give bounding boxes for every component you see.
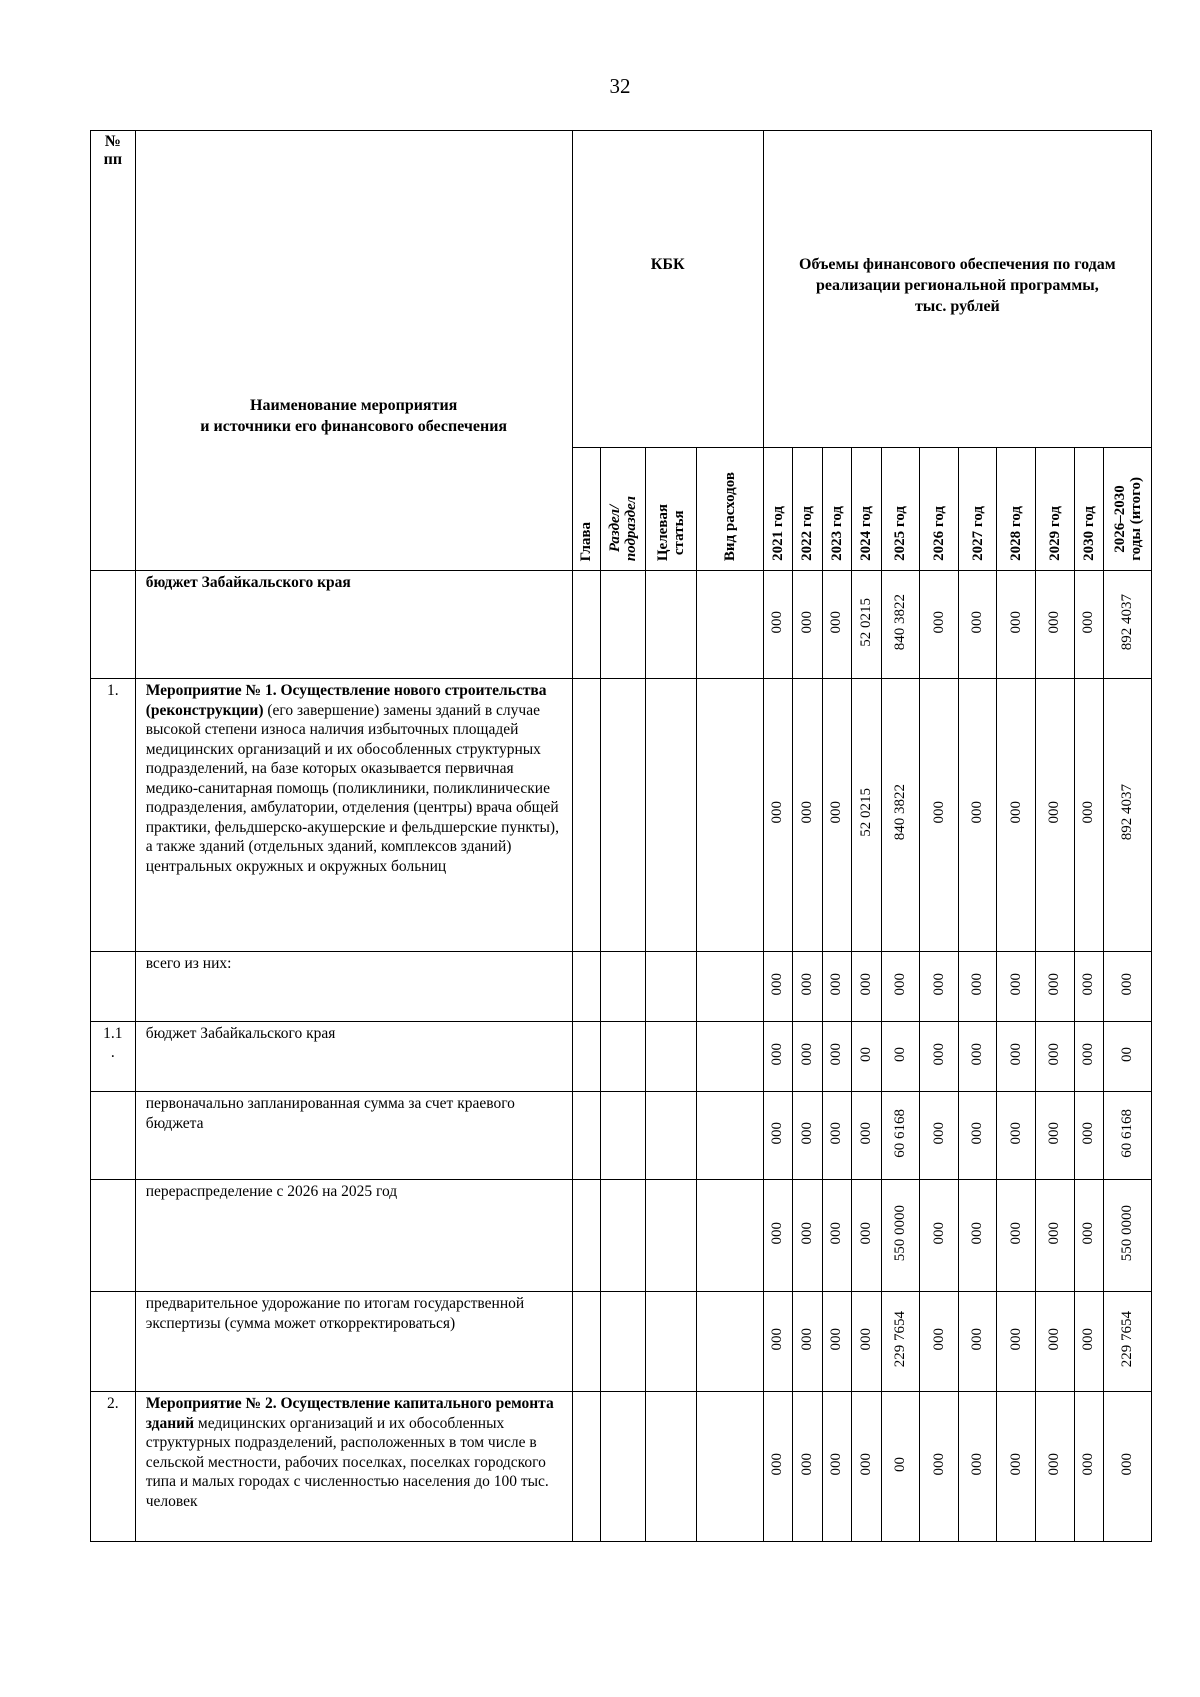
header-year-text: 2027 год xyxy=(969,506,986,561)
row-name-text: всего из них: xyxy=(145,955,232,972)
value-cell xyxy=(1074,1392,1103,1542)
value-text: 000 xyxy=(1007,1121,1024,1145)
row-name xyxy=(135,571,572,679)
value-cell xyxy=(822,1022,851,1092)
value-text: 60 6168 xyxy=(1119,1108,1136,1158)
value-text: 000 xyxy=(969,610,986,634)
value-cell xyxy=(1104,1292,1152,1392)
row-number xyxy=(91,1180,136,1292)
header-year-2025 xyxy=(881,448,920,571)
value-text: 000 xyxy=(1119,972,1136,996)
value-cell xyxy=(763,1292,792,1392)
value-cell xyxy=(881,952,920,1022)
value-cell xyxy=(920,1392,959,1542)
kbk-cell xyxy=(572,1392,600,1542)
value-cell xyxy=(1104,1022,1152,1092)
value-text: 000 xyxy=(1046,801,1063,824)
value-cell xyxy=(1036,679,1075,952)
value-text: 000 xyxy=(828,1042,845,1066)
value-text: 229 7654 xyxy=(1119,1310,1136,1368)
value-cell xyxy=(997,1022,1036,1092)
header-year-text: 2030 год xyxy=(1080,506,1097,561)
header-kbk-celevaya-text: Целевая статья xyxy=(654,503,687,561)
value-cell xyxy=(1036,571,1075,679)
header-year-text: 2021 год xyxy=(769,506,786,561)
value-text: 000 xyxy=(857,1452,874,1476)
value-cell xyxy=(763,679,792,952)
kbk-cell xyxy=(645,1392,696,1542)
value-text: 000 xyxy=(769,610,786,634)
value-text: 000 xyxy=(1080,1121,1097,1145)
value-text: 000 xyxy=(930,1221,947,1245)
value-text: 00 xyxy=(1119,1046,1136,1062)
header-group-kbk-text: КБК xyxy=(650,256,685,273)
value-text: 000 xyxy=(769,1327,786,1351)
header-col-no xyxy=(91,131,136,571)
value-text: 000 xyxy=(769,801,786,824)
value-text: 550 0000 xyxy=(1119,1204,1136,1262)
header-kbk-razdel xyxy=(601,448,646,571)
value-cell xyxy=(1036,1180,1075,1292)
header-row-1 xyxy=(91,131,1152,448)
header-kbk-razdel-text: Раздел/ подраздел xyxy=(606,495,639,561)
value-text: 000 xyxy=(769,972,786,996)
value-text: 000 xyxy=(1007,1042,1024,1066)
value-cell xyxy=(997,1392,1036,1542)
value-cell xyxy=(958,1180,997,1292)
value-cell xyxy=(822,1292,851,1392)
header-col-name xyxy=(135,131,572,571)
kbk-cell xyxy=(601,952,646,1022)
table-row xyxy=(91,1392,1152,1542)
kbk-cell xyxy=(645,571,696,679)
value-text: 840 3822 xyxy=(891,784,908,841)
row-name-bold: Мероприятие № 1. Осуществление нового строительства (реконструкции) xyxy=(145,682,547,719)
table-row xyxy=(91,679,1152,952)
header-year-text: 2023 год xyxy=(828,506,845,561)
value-text: 000 xyxy=(798,610,815,634)
header-group-volumes xyxy=(763,131,1151,448)
kbk-cell xyxy=(601,1180,646,1292)
value-text: 000 xyxy=(969,1121,986,1145)
value-cell xyxy=(997,1092,1036,1180)
header-year-2029 xyxy=(1036,448,1075,571)
row-number: 1. xyxy=(91,679,136,952)
value-cell xyxy=(920,1292,959,1392)
table-row xyxy=(91,571,1152,679)
kbk-cell xyxy=(696,952,763,1022)
value-cell xyxy=(793,952,822,1022)
value-text: 000 xyxy=(969,1327,986,1351)
kbk-cell xyxy=(572,1292,600,1392)
value-cell xyxy=(920,952,959,1022)
kbk-cell xyxy=(601,1022,646,1092)
value-text: 000 xyxy=(857,1327,874,1351)
header-year-text: 2029 год xyxy=(1046,506,1063,561)
kbk-cell xyxy=(572,571,600,679)
kbk-cell xyxy=(572,1180,600,1292)
value-cell xyxy=(852,1292,881,1392)
value-cell xyxy=(958,1022,997,1092)
row-name xyxy=(135,1392,572,1542)
value-cell xyxy=(881,571,920,679)
header-total xyxy=(1104,448,1152,571)
value-text: 000 xyxy=(1007,1221,1024,1245)
value-text: 000 xyxy=(798,1121,815,1145)
value-cell xyxy=(822,952,851,1022)
kbk-cell xyxy=(696,1022,763,1092)
value-text: 000 xyxy=(1080,1452,1097,1476)
value-cell xyxy=(763,1392,792,1542)
kbk-cell xyxy=(645,679,696,952)
value-cell xyxy=(920,1092,959,1180)
header-year-text: 2022 год xyxy=(799,506,816,561)
value-cell xyxy=(958,1292,997,1392)
value-text: 000 xyxy=(857,972,874,996)
value-cell xyxy=(1036,1092,1075,1180)
kbk-cell xyxy=(601,1292,646,1392)
table-row xyxy=(91,1180,1152,1292)
value-text: 000 xyxy=(969,1221,986,1245)
value-text: 000 xyxy=(798,972,815,996)
value-text: 000 xyxy=(769,1042,786,1066)
header-year-2021 xyxy=(763,448,792,571)
value-cell xyxy=(793,1392,822,1542)
value-cell xyxy=(852,571,881,679)
value-text: 000 xyxy=(969,1042,986,1066)
kbk-cell xyxy=(645,1022,696,1092)
value-text: 000 xyxy=(1007,801,1024,824)
value-cell xyxy=(763,571,792,679)
value-cell xyxy=(822,1392,851,1542)
value-text: 000 xyxy=(1080,610,1097,634)
row-name-text: первоначально запланированная сумма за счет краевого бюджета xyxy=(145,1095,515,1132)
table-row xyxy=(91,1292,1152,1392)
value-text: 000 xyxy=(828,1452,845,1476)
value-cell xyxy=(822,1180,851,1292)
value-cell xyxy=(793,679,822,952)
value-text: 000 xyxy=(798,1327,815,1351)
header-year-text: 2026 год xyxy=(931,506,947,561)
value-text: 000 xyxy=(1080,1327,1097,1351)
value-cell xyxy=(958,1092,997,1180)
header-col-name-line2: и источники его финансового обеспечения xyxy=(200,417,508,435)
table-row xyxy=(91,952,1152,1022)
value-text: 000 xyxy=(798,1452,815,1476)
value-text: 229 7654 xyxy=(891,1310,908,1368)
value-cell xyxy=(852,1092,881,1180)
value-cell xyxy=(1036,1022,1075,1092)
header-year-2022 xyxy=(793,448,822,571)
row-name xyxy=(135,1292,572,1392)
value-text: 000 xyxy=(857,1121,874,1145)
value-cell xyxy=(958,952,997,1022)
row-name xyxy=(135,679,572,952)
header-volumes-line2: реализации региональной программы, xyxy=(816,277,1099,294)
value-cell xyxy=(852,1022,881,1092)
value-cell xyxy=(881,1392,920,1542)
value-text: 000 xyxy=(930,1452,947,1476)
header-group-kbk xyxy=(572,131,763,448)
row-name-text: перераспределение с 2026 на 2025 год xyxy=(145,1183,398,1200)
kbk-cell xyxy=(572,1022,600,1092)
value-cell xyxy=(822,571,851,679)
value-cell xyxy=(1104,1180,1152,1292)
value-text: 000 xyxy=(969,1452,986,1476)
kbk-cell xyxy=(696,1292,763,1392)
value-text: 000 xyxy=(798,801,815,824)
kbk-cell xyxy=(645,952,696,1022)
value-cell xyxy=(1074,1022,1103,1092)
kbk-cell xyxy=(696,1180,763,1292)
value-cell xyxy=(1104,679,1152,952)
header-volumes-line3: тыс. рублей xyxy=(914,298,1000,315)
row-name xyxy=(135,1022,572,1092)
page-number: 32 xyxy=(609,74,631,98)
header-volumes-line1: Объемы финансового обеспечения по годам xyxy=(799,256,1116,273)
kbk-cell xyxy=(601,1392,646,1542)
value-cell xyxy=(763,1022,792,1092)
value-text: 000 xyxy=(1007,1327,1024,1351)
value-cell xyxy=(920,679,959,952)
value-cell xyxy=(793,571,822,679)
value-text: 000 xyxy=(1046,1221,1063,1245)
kbk-cell xyxy=(696,1392,763,1542)
header-year-text: 2028 год xyxy=(1008,506,1025,561)
value-cell xyxy=(793,1180,822,1292)
value-text: 52 0215 xyxy=(857,788,874,837)
kbk-cell xyxy=(572,679,600,952)
row-name-text: (его завершение) замены зданий в случае высокой степени износа наличия избыточных площадей медицинских организаций и их обособленных структурных подразделений, на базе которых оказывается первичная медико-санитарная помощь (поликлиники, поликлинические подразделения, амбулатории, отделения (центры) врача общей практики, фельдшерско-акушерские и фельдшерские пункты), а также зданий (отдельных зданий, комплексов зданий) центральных окружных и окружных больниц xyxy=(145,701,559,875)
table-row xyxy=(91,1092,1152,1180)
header-year-2023 xyxy=(822,448,851,571)
value-cell xyxy=(920,1022,959,1092)
value-text: 000 xyxy=(828,1327,845,1351)
value-cell xyxy=(1036,1292,1075,1392)
row-number: 1.1 . xyxy=(91,1022,136,1092)
value-cell xyxy=(881,679,920,952)
value-text: 000 xyxy=(828,1221,845,1245)
header-year-text: 2024 год xyxy=(858,506,875,561)
value-text: 892 4037 xyxy=(1119,593,1136,651)
kbk-cell xyxy=(696,679,763,952)
kbk-cell xyxy=(645,1292,696,1392)
value-text: 00 xyxy=(891,1456,908,1472)
value-cell xyxy=(852,679,881,952)
value-cell xyxy=(1104,952,1152,1022)
header-kbk-glava xyxy=(572,448,600,571)
value-cell xyxy=(793,1092,822,1180)
value-text: 000 xyxy=(798,1221,815,1245)
value-text: 000 xyxy=(1046,1327,1063,1351)
row-number xyxy=(91,952,136,1022)
value-cell xyxy=(958,571,997,679)
kbk-cell xyxy=(696,571,763,679)
value-cell xyxy=(958,1392,997,1542)
row-number xyxy=(91,571,136,679)
value-cell xyxy=(881,1292,920,1392)
kbk-cell xyxy=(572,1092,600,1180)
value-text: 000 xyxy=(1046,972,1063,996)
header-year-2027 xyxy=(958,448,997,571)
value-cell xyxy=(881,1092,920,1180)
value-cell xyxy=(958,679,997,952)
header-kbk-glava-text: Глава xyxy=(578,521,595,561)
value-text: 000 xyxy=(769,1221,786,1245)
value-text: 000 xyxy=(969,972,986,996)
row-name xyxy=(135,1092,572,1180)
value-cell xyxy=(1104,1092,1152,1180)
value-text: 000 xyxy=(769,1121,786,1145)
value-text: 00 xyxy=(857,1046,874,1062)
value-text: 000 xyxy=(1119,1452,1136,1476)
value-cell xyxy=(852,1180,881,1292)
financing-table xyxy=(90,130,1152,1542)
value-text: 000 xyxy=(1046,1121,1063,1145)
value-text: 000 xyxy=(798,1042,815,1066)
header-kbk-vid xyxy=(696,448,763,571)
row-number xyxy=(91,1092,136,1180)
table-body xyxy=(91,571,1152,1542)
value-text: 000 xyxy=(930,972,947,996)
kbk-cell xyxy=(696,1092,763,1180)
header-kbk-celevaya xyxy=(645,448,696,571)
value-text: 52 0215 xyxy=(857,597,874,647)
value-cell xyxy=(1074,1092,1103,1180)
value-text: 60 6168 xyxy=(891,1108,908,1158)
value-text: 000 xyxy=(1007,1452,1024,1476)
value-text: 000 xyxy=(1080,972,1097,996)
value-text: 550 0000 xyxy=(891,1204,908,1262)
header-year-text: 2025 год xyxy=(892,506,909,561)
value-cell xyxy=(1036,1392,1075,1542)
value-cell xyxy=(1074,952,1103,1022)
value-cell xyxy=(763,1092,792,1180)
value-text: 000 xyxy=(930,610,947,634)
value-text: 000 xyxy=(828,972,845,996)
value-cell xyxy=(997,679,1036,952)
value-cell xyxy=(881,1022,920,1092)
header-year-2024 xyxy=(852,448,881,571)
value-text: 00 xyxy=(891,1046,908,1062)
value-text: 000 xyxy=(1046,1452,1063,1476)
value-cell xyxy=(852,1392,881,1542)
header-year-2030 xyxy=(1074,448,1103,571)
row-name xyxy=(135,952,572,1022)
header-total-text: 2026–2030 годы (итого) xyxy=(1111,477,1144,561)
value-text: 000 xyxy=(769,1452,786,1476)
value-cell xyxy=(763,952,792,1022)
header-col-name-line1: Наименование мероприятия xyxy=(250,396,458,414)
value-cell xyxy=(822,1092,851,1180)
value-text: 000 xyxy=(828,610,845,634)
value-text: 000 xyxy=(930,1121,947,1145)
value-text: 000 xyxy=(891,972,908,996)
value-text: 000 xyxy=(828,801,845,824)
value-text: 000 xyxy=(1080,1042,1097,1066)
value-cell xyxy=(1074,679,1103,952)
value-cell xyxy=(997,571,1036,679)
header-col-no-text: № пп xyxy=(103,133,123,168)
value-cell xyxy=(822,679,851,952)
value-cell xyxy=(997,1292,1036,1392)
header-year-2028 xyxy=(997,448,1036,571)
value-cell xyxy=(852,952,881,1022)
value-cell xyxy=(997,952,1036,1022)
kbk-cell xyxy=(601,1092,646,1180)
value-cell xyxy=(920,571,959,679)
value-text: 000 xyxy=(857,1221,874,1245)
value-text: 000 xyxy=(930,1042,947,1066)
value-cell xyxy=(1104,1392,1152,1542)
value-text: 000 xyxy=(930,1327,947,1351)
kbk-cell xyxy=(645,1180,696,1292)
header-kbk-vid-text: Вид расходов xyxy=(721,471,738,561)
value-cell xyxy=(997,1180,1036,1292)
row-name-bold: бюджет Забайкальского края xyxy=(145,574,351,591)
value-text: 000 xyxy=(828,1121,845,1145)
value-cell xyxy=(763,1180,792,1292)
value-cell xyxy=(793,1292,822,1392)
kbk-cell xyxy=(601,571,646,679)
value-text: 000 xyxy=(1007,610,1024,634)
row-name-text: медицинских организаций и их обособленных структурных подразделений, расположенных в том числе в сельской местности, рабочих поселках, поселках городского типа и малых городах с численностью населения до 100 тыс. человек xyxy=(145,1414,549,1510)
row-name-text: бюджет Забайкальского края xyxy=(145,1025,336,1042)
header-year-2026 xyxy=(920,448,959,571)
value-text: 000 xyxy=(1046,1042,1063,1066)
value-cell xyxy=(1074,571,1103,679)
kbk-cell xyxy=(601,679,646,952)
value-text: 000 xyxy=(1046,610,1063,634)
value-text: 000 xyxy=(969,801,986,824)
value-cell xyxy=(1104,571,1152,679)
row-number xyxy=(91,1292,136,1392)
value-text: 000 xyxy=(1080,1221,1097,1245)
value-cell xyxy=(881,1180,920,1292)
value-text: 000 xyxy=(930,801,947,824)
value-cell xyxy=(793,1022,822,1092)
value-text: 000 xyxy=(1080,801,1097,824)
value-text: 000 xyxy=(1007,972,1024,996)
value-text: 840 3822 xyxy=(891,593,908,651)
value-cell xyxy=(1074,1292,1103,1392)
value-cell xyxy=(1074,1180,1103,1292)
table-row xyxy=(91,1022,1152,1092)
row-name xyxy=(135,1180,572,1292)
row-name-bold: Мероприятие № 2. Осуществление капитального ремонта зданий xyxy=(145,1395,554,1432)
kbk-cell xyxy=(572,952,600,1022)
value-cell xyxy=(1036,952,1075,1022)
row-number: 2. xyxy=(91,1392,136,1542)
kbk-cell xyxy=(645,1092,696,1180)
value-cell xyxy=(920,1180,959,1292)
value-text: 892 4037 xyxy=(1119,784,1136,841)
row-name-text: предварительное удорожание по итогам государственной экспертизы (сумма может откорректироваться) xyxy=(145,1295,525,1332)
